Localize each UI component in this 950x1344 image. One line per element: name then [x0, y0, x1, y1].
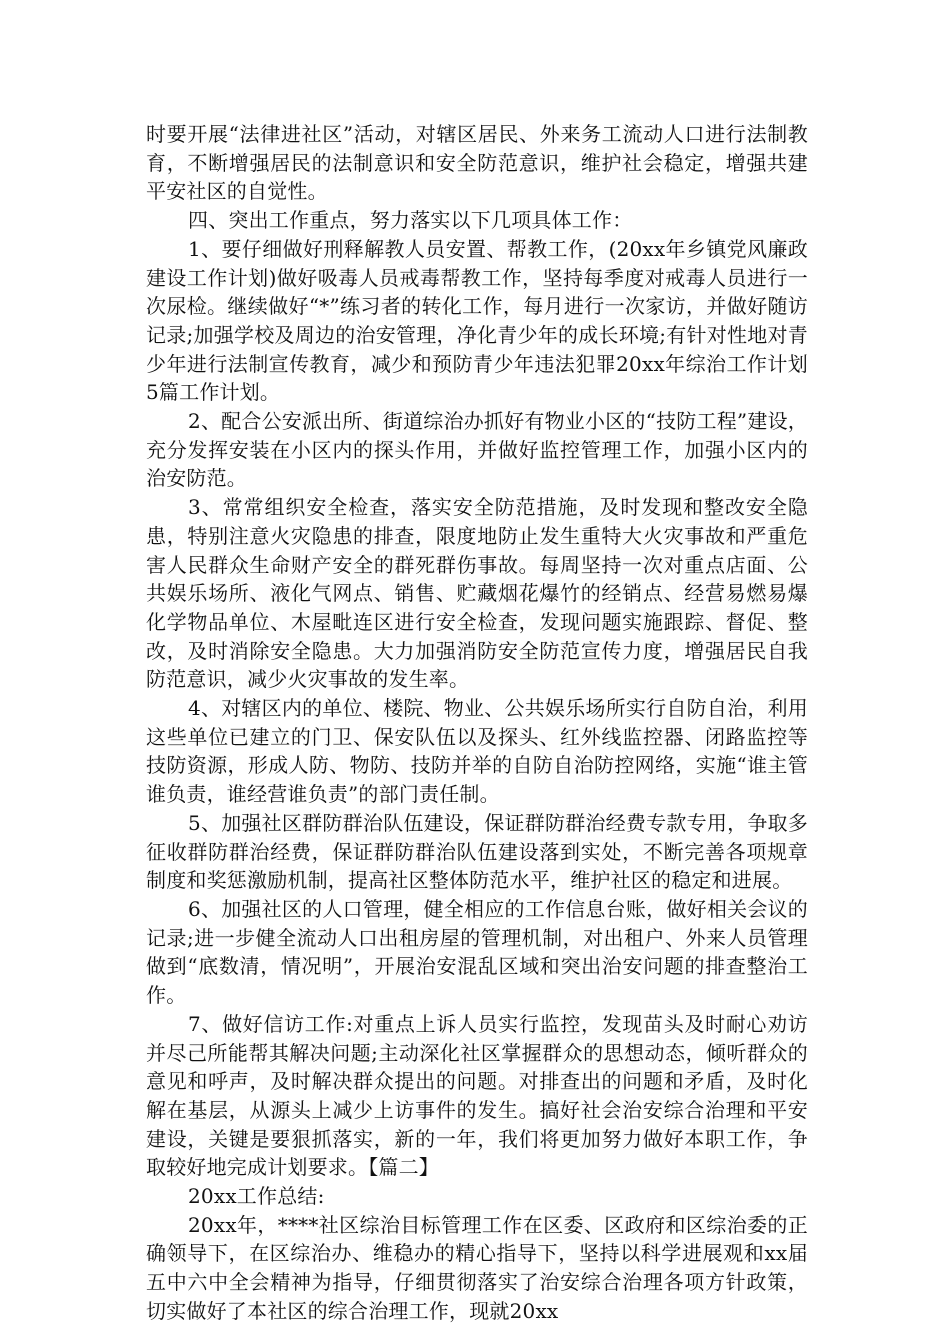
paragraph-item-3: 3、常常组织安全检查，落实安全防范措施，及时发现和整改安全隐患，特别注意火灾隐患的排查，限度地防止发生重特大火灾事故和严重危害人民群众生命财产安全的群死群伤事故。每周坚持一次对重点店面、公共娱乐场所、液化气网点、销售、贮藏烟花爆竹的经销点、经营易燃易爆化学物品单位、木屋毗连区进行安全检查，发现问题实施跟踪、督促、整改，及时消除安全隐患。大力加强消防安全防范宣传力度，增强居民自我防范意识，减少火灾事故的发生率。	[146, 495, 808, 692]
summary-heading: 20xx工作总结:	[188, 1184, 325, 1209]
paragraph-item-4: 4、对辖区内的单位、楼院、物业、公共娱乐场所实行自防自治，利用这些单位已建立的门卫、保安队伍以及探头、红外线监控器、闭路监控等技防资源，形成人防、物防、技防并举的自防自治防控网络，实施“谁主管谁负责，谁经营谁负责”的部门责任制。	[146, 696, 808, 807]
paragraph-item-7: 7、做好信访工作:对重点上诉人员实行监控，发现苗头及时耐心劝访并尽己所能帮其解决问题;主动深化社区掌握群众的思想动态，倾听群众的意见和呼声，及时解决群众提出的问题。对排查出的问题和矛盾，及时化解在基层，从源头上减少上访事件的发生。搞好社会治安综合治理和平安建设，关键是要狠抓落实，新的一年，我们将更加努力做好本职工作，争取较好地完成计划要求。【篇二】	[146, 1011, 808, 1180]
summary-paragraph: 20xx年，****社区综治目标管理工作在区委、区政府和区综治委的正确领导下，在区综治办、维稳办的精心指导下，坚持以科学进展观和xx届五中六中全会精神为指导，仔细贯彻落实了治安综合治理各项方针政策，切实做好了本社区的综合治理工作，现就20xx	[146, 1212, 808, 1323]
paragraph-item-6: 6、加强社区的人口管理，健全相应的工作信息台账，做好相关会议的记录;进一步健全流动人口出租房屋的管理机制，对出租户、外来人员管理做到“底数清，情况明”，开展治安混乱区域和突出治安问题的排查整治工作。	[146, 896, 808, 1008]
paragraph-item-2: 2、配合公安派出所、街道综治办抓好有物业小区的“技防工程”建设，充分发挥安装在小区内的探头作用，并做好监控管理工作，加强小区内的治安防范。	[146, 409, 808, 491]
paragraph: 时要开展“法律进社区”活动，对辖区居民、外来务工流动人口进行法制教育，不断增强居民的法制意识和安全防范意识，维护社会稳定，增强共建平安社区的自觉性。	[146, 122, 808, 204]
paragraph-item-5: 5、加强社区群防群治队伍建设，保证群防群治经费专款专用，争取多征收群防群治经费，保证群防群治队伍建设落到实处，不断完善各项规章制度和奖惩激励机制，提高社区整体防范水平，维护社区的稳定和进展。	[146, 810, 808, 893]
paragraph-item-1: 1、要仔细做好刑释解教人员安置、帮教工作，(20xx年乡镇党风廉政建设工作计划)做好吸毒人员戒毒帮教工作，坚持每季度对戒毒人员进行一次尿检。继续做好“*”练习者的转化工作，每月进行一次家访，并做好随访记录;加强学校及周边的治安管理，净化青少年的成长环境;有针对性地对青少年进行法制宣传教育，减少和预防青少年违法犯罪20xx年综治工作计划5篇工作计划。	[146, 236, 808, 405]
section-heading: 四、突出工作重点，努力落实以下几项具体工作：	[188, 208, 633, 233]
document-body	[146, 120, 808, 1326]
